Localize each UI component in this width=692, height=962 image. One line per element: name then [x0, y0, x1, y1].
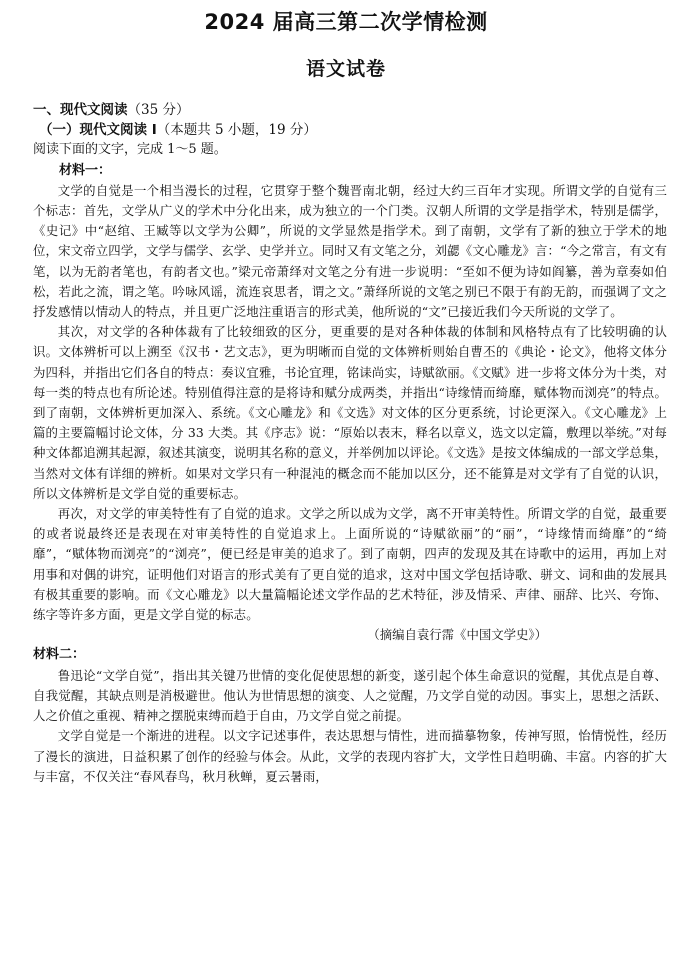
material2-label: 材料二： [33, 647, 86, 663]
subsection-heading-text: （一）现代文阅读 I [39, 122, 157, 139]
material1-paragraph: 其次，对文学的各种体裁有了比较细致的区分，更重要的是对各种体裁的体制和风格特点有了比较明确的认识。文体辨析可以上溯至《汉书・艺文志》，更为明晰而自觉的文体辨析则始自曹丕的《典论・论文》，他将文体分为四科，并指出它们各自的特点：奏议宜雅，书论宜理，铭诔尚实，诗赋欲丽。《文赋》进一步将文体分为十类，对每一类的特点也有所论述。特别值得注意的是将诗和赋分成两类，并指出“诗缘情而绮靡，赋体物而浏亮”的特点。到了南朝，文体辨析更加深入、系统。《文心雕龙》和《文选》对文体的区分更系统，讨论更深入。《文心雕龙》上篇的主要篇幅讨论文体，分 33 大类。其《序志》说：“原始以表末，释名以章义，选文以定篇，敷理以举统。”对每种文体都追溯其起源，叙述其演变，说明其名称的意义，并举例加以评论。《文选》是按文体编成的一部文学总集，当然对文体有详细的辨析。如果对文学只有一种混沌的概念而不能加以区分，还不能算是对文学有了自觉的认识，所以文体辨析是文学自觉的重要标志。 [33, 324, 667, 501]
material2-paragraph: 文学自觉是一个渐进的进程。以文字记述事件，表达思想与情性，进而描摹物象，传神写照，怡情悦性，经历了漫长的演进，日益积累了创作的经验与体会。从此，文学的表现内容扩大，文学性日趋明确、丰富。内容的扩大与丰富，不仅关注“春风春鸟，秋月秋蝉，夏云暑雨， [33, 728, 667, 784]
reading-instruction: 阅读下面的文字，完成 1～5 题。 [33, 142, 227, 158]
section-heading-text: 一、现代文阅读 [33, 102, 128, 118]
subsection-heading-note: （本题共 5 小题，19 分） [156, 122, 317, 139]
document-body [33, 100, 667, 787]
subsection-heading [33, 120, 667, 140]
material1-source: （摘编自袁行霈《中国文学史》） [367, 627, 547, 643]
material2-paragraph: 鲁迅论“文学自觉”，指出其关键乃世情的变化促使思想的新变，遂引起个体生命意识的觉醒，其优点是自尊、自我觉醒，其缺点则是消极避世。他认为世情思想的演变、人之觉醒，乃文学自觉的动因。事实上，思想之活跃、人之价值之重视、精神之摆脱束缚而趋于自由，乃文学自觉之前提。 [33, 667, 667, 724]
exam-title: 2024 届高三第二次学情检测 [204, 10, 488, 34]
material1-paragraph: 文学的自觉是一个相当漫长的过程，它贯穿于整个魏晋南北朝，经过大约三百年才实现。所谓文学的自觉有三个标志：首先，文学从广义的学术中分化出来，成为独立的一个门类。汉朝人所谓的文学是指学术，特别是儒学，《史记》中“赵绾、王臧等以文学为公卿”，所说的文学显然是指学术。到了南朝，文学有了新的独立于学术的地位，宋文帝立四学，文学与儒学、玄学、史学并立。同时又有文笔之分，刘勰《文心雕龙》言：“今之常言，有文有笔，以为无韵者笔也，有韵者文也。”梁元帝萧绎对文笔之分有进一步说明：“至如不便为诗如阎纂，善为章奏如伯松，若此之流，谓之笔。吟咏风谣，流连哀思者，谓之文。”萧绎所说的文笔之别已不限于有韵无韵，而强调了文之抒发感情以情动人的特点，并且更广泛地注重语言的形式美，他所说的“文”已接近我们今天所说的文学了。 [33, 182, 667, 320]
material1-label: 材料一： [59, 162, 112, 178]
section-heading [33, 100, 667, 120]
material1-paragraph: 再次，对文学的审美特性有了自觉的追求。文学之所以成为文学，离不开审美特性。所谓文学的自觉，最重要的或者说最终还是表现在对审美特性的自觉追求上。上面所说的“诗赋欲丽”的“丽”，“诗缘情而绮靡”的“绮靡”，“赋体物而浏亮”的“浏亮”，便已经是审美的追求了。到了南朝，四声的发现及其在诗歌中的运用，再加上对用事和对偶的讲究，证明他们对语言的形式美有了更自觉的追求，这对中国文学包括诗歌、骈文、词和曲的发展具有极其重要的影响。而《文心雕龙》以大量篇幅论述文学作品的艺术特征，涉及情采、声律、丽辞、比兴、夸饰、练字等许多方面，更是文学自觉的标志。 [33, 506, 667, 623]
exam-subtitle: 语文试卷 [305, 58, 386, 80]
section-heading-score: （35 分） [127, 102, 190, 118]
